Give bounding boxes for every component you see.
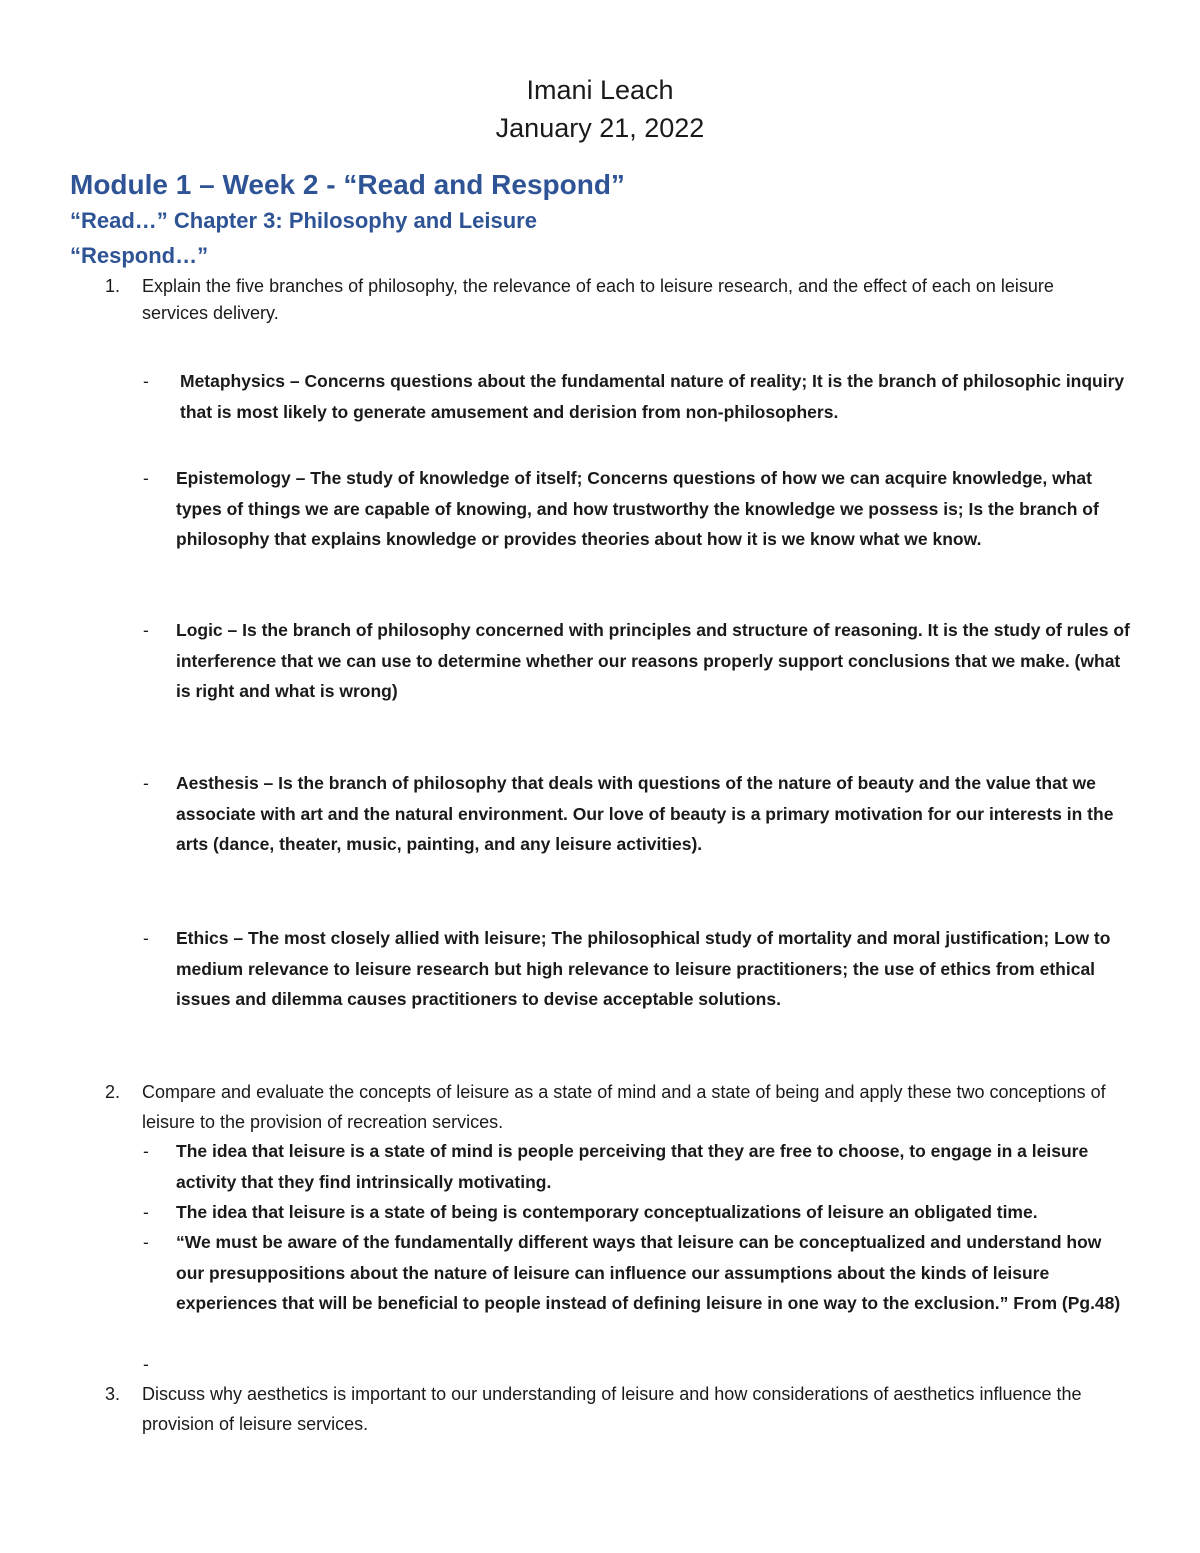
bullet-metaphysics [143,366,1133,427]
respond-heading: “Respond…” [70,243,209,268]
document-date: January 21, 2022 [495,113,705,143]
author-name: Imani Leach [526,75,674,105]
question-2 [105,1077,1115,1137]
bullet-state-of-mind [143,1136,1133,1197]
bullet-text: The idea that leisure is a state of mind is people perceiving that they are free to choose, to engage in a leisure activity that they find intrinsically motivating. [176,1141,1089,1192]
question-number: 2. [105,1082,121,1102]
bullet-dash: - [143,1232,149,1252]
bullet-text: Ethics – The most closely allied with leisure; The philosophical study of mortality and moral justification; Low to medium relevance to leisure research but high relevance to leisure practitioners; the use of ethics from ethical issues and dilemma causes practitioners to devise acceptable solutions. [176,928,1111,1009]
bullet-quote [143,1227,1133,1319]
module-title: Module 1 – Week 2 - “Read and Respond” [70,169,625,200]
bullet-dash: - [143,928,149,948]
bullet-text: “We must be aware of the fundamentally different ways that leisure can be conceptualized and understand how our presuppositions about the nature of leisure can influence our assumptions about the kinds of leisure experiences that will be beneficial to people instead of defining leisure in one way to the exclusion.” From (Pg.48) [176,1232,1121,1313]
question-text: Discuss why aesthetics is important to our understanding of leisure and how considerations of aesthetics influence the provision of leisure services. [142,1384,1082,1434]
question-number: 1. [105,276,121,296]
bullet-epistemology [143,463,1133,555]
bullet-text: Logic – Is the branch of philosophy concerned with principles and structure of reasoning. It is the study of rules of interference that we can use to determine whether our reasons properly support conclusions that we make. (what is right and what is wrong) [176,620,1130,701]
bullet-state-of-being [143,1197,1133,1228]
bullet-text: The idea that leisure is a state of being is contemporary conceptualizations of leisure an obligated time. [176,1202,1038,1222]
bullet-text: Epistemology – The study of knowledge of itself; Concerns questions of how we can acquire knowledge, what types of things we are capable of knowing, and how trustworthy the knowledge we possess is; Is the branch of philosophy that explains knowledge or provides theories about how it is we know what we know. [176,468,1099,549]
bullet-text: Metaphysics – Concerns questions about the fundamental nature of reality; It is the branch of philosophic inquiry that is most likely to generate amusement and derision from non-philosophers. [180,371,1125,422]
question-text: Explain the five branches of philosophy, the relevance of each to leisure research, and the effect of each on leisure services delivery. [142,276,1054,323]
bullet-ethics [143,923,1133,1015]
bullet-dash: - [143,1354,149,1374]
read-heading: “Read…” Chapter 3: Philosophy and Leisure [70,208,537,233]
question-3 [105,1379,1115,1439]
question-number: 3. [105,1384,121,1404]
bullet-text: Aesthesis – Is the branch of philosophy that deals with questions of the nature of beauty and the value that we associate with art and the natural environment. Our love of beauty is a primary motivation for our interests in the arts (dance, theater, music, painting, and any leisure activities). [176,773,1114,854]
bullet-dash: - [143,371,149,391]
question-1 [105,273,1115,327]
bullet-dash: - [143,1141,149,1161]
bullet-aesthesis [143,768,1133,860]
bullet-dash: - [143,1202,149,1222]
bullet-dash: - [143,773,149,793]
bullet-dash: - [143,620,149,640]
bullet-dash: - [143,468,149,488]
question-text: Compare and evaluate the concepts of leisure as a state of mind and a state of being and apply these two conceptions of leisure to the provision of recreation services. [142,1082,1106,1132]
bullet-logic [143,615,1133,707]
